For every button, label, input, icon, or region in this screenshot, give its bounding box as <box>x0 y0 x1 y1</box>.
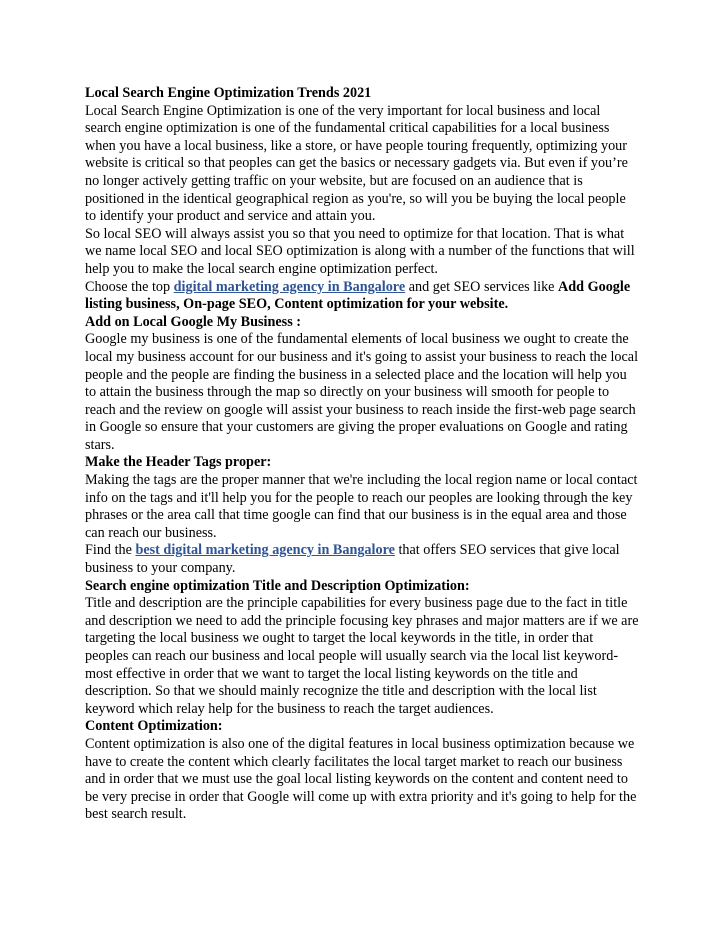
section-heading-header-tags: Make the Header Tags proper: <box>85 454 272 471</box>
section-extra-text-after: that offers SEO services that give local business to your company. <box>85 542 620 577</box>
section-body-content-optimization: Content optimization is also one of the digital features in local business optimization because we have to create the content which clearly facilitates the local target market to reach our business and in order that we must use the goal local listing keywords on the content and content need to be very precise in order that Google will come up with extra priority and it's going to help for the best search result. <box>85 735 637 823</box>
section-extra-text-before: Find the <box>85 542 136 559</box>
section-body-title-description: Title and description are the principle capabilities for every business page due to the fact in title and description we need to add the principle focusing key phrases and major matters are if we are targeting the local business we ought to target the local keywords in the title, in order that peoples can reach our business and local people will usually search via the local list keyword-most effective in order that we want to target the local listing keywords on the title and description. So that we should mainly recognize the title and description with the local list keyword which relay help for the business to reach the target audiences. <box>85 595 639 717</box>
intro-paragraph-1: Local Search Engine Optimization is one of the very important for local business and local search engine optimization is one of the fundamental critical capabilities for a local business when you have a local business, like a store, or have people touring frequently, optimizing your website is critical so that peoples can get the basics or necessary gadgets via. But even if you’re no longer actively getting traffic on your website, but are focused on an audience that is positioned in the identical geographical region as you're, so will you be buying the local people to identify your product and service and attain you. <box>85 102 628 225</box>
section-body-google-my-business: Google my business is one of the fundamental elements of local business we ought to create the local my business account for our business and it's going to assist your business to reach the local people and the people are finding the business in a selected place and the location will help you to attain the business through the map so directly on your business will smooth for people to reach and the review on google will assist your business to reach inside the first-web page search in Google so ensure that your customers are giving the proper evaluations on Google and rating stars. <box>85 331 639 453</box>
intro-paragraph-3-services: Add Google listing business, On-page SEO, Content optimization for your website. <box>85 278 631 313</box>
section-extra-header-tags <box>85 542 640 577</box>
intro-paragraph-3-text-before: Choose the top <box>85 278 174 295</box>
intro-paragraph-3-text-after: and get SEO services like <box>405 278 559 295</box>
section-heading-google-my-business: Add on Local Google My Business : <box>85 313 301 330</box>
document-body <box>85 85 640 824</box>
intro-paragraph-2: So local SEO will always assist you so that you need to optimize for that location. That is what we name local SEO and local SEO optimization is along with a number of the functions that will help you to make the local search engine optimization perfect. <box>85 225 635 277</box>
section-heading-content-optimization: Content Optimization: <box>85 718 223 735</box>
best-digital-marketing-agency-link[interactable]: best digital marketing agency in Bangalore <box>135 542 395 559</box>
digital-marketing-agency-link[interactable]: digital marketing agency in Bangalore <box>173 278 406 295</box>
section-heading-title-description: Search engine optimization Title and Description Optimization: <box>85 577 470 594</box>
section-body-header-tags: Making the tags are the proper manner that we're including the local region name or local contact info on the tags and it'll help you for the people to reach our peoples are looking through the key phrases or the area call that time google can find that our business is in the equal area and those can reach our business. <box>85 472 638 541</box>
document-title: Local Search Engine Optimization Trends 2021 <box>85 85 372 101</box>
intro-paragraph-3 <box>85 279 640 314</box>
